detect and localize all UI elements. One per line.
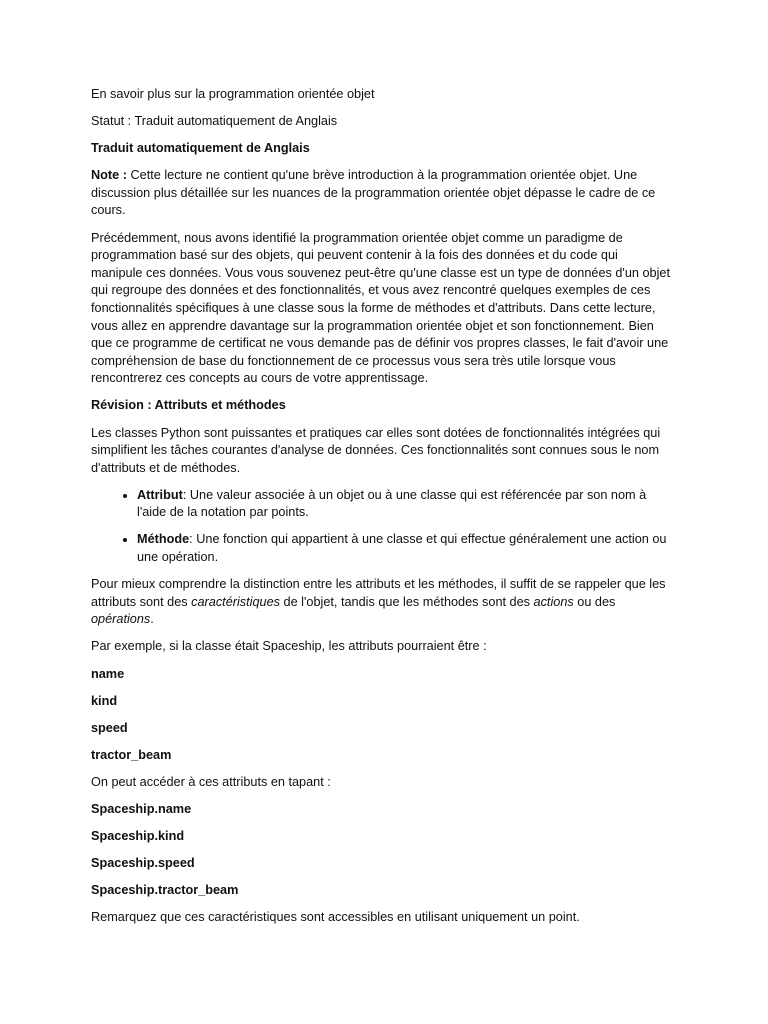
definition-term: Attribut xyxy=(137,487,183,502)
definition-list xyxy=(91,487,672,567)
attribute-kind: kind xyxy=(91,693,118,708)
definition-term: Méthode xyxy=(137,532,190,547)
access-line-tractor-beam: Spaceship.tractor_beam xyxy=(91,883,239,898)
document-title: En savoir plus sur la programmation orientée objet xyxy=(91,87,375,101)
example-intro: Par exemple, si la classe était Spaceship, les attributs pourraient être : xyxy=(91,639,487,654)
distinction-text: ou des xyxy=(573,594,616,609)
status-line: Statut : Traduit automatiquement de Anglais xyxy=(91,114,338,129)
definition-text: : Une valeur associée à un objet ou à une classe qui est référencée par son nom à l'aide de la notation par points. xyxy=(137,487,647,520)
access-line-name: Spaceship.name xyxy=(91,802,192,816)
note-text: Cette lecture ne contient qu'une brève introduction à la programmation orientée objet. Une discussion plus détaillée sur les nuances de la programmation orientée objet dépasse le cadre de ce cours. xyxy=(91,168,656,218)
attribute-name: name xyxy=(91,666,125,681)
access-line-speed: Spaceship.speed xyxy=(91,856,195,871)
closing-line: Remarquez que ces caractéristiques sont accessibles en utilisant uniquement un point. xyxy=(91,910,580,925)
attribute-speed: speed xyxy=(91,720,128,735)
definition-item-methode xyxy=(137,531,672,566)
intro-paragraph: Précédemment, nous avons identifié la programmation orientée objet comme un paradigme de programmation basé sur des objets, qui peuvent contenir à la fois des données et du code qui manipule ces données. Vous vous souvenez peut-être qu'une classe est un type de données d'un objet qui regroupe des données et des fonctionnalités, et vous avez rencontré quelques exemples de ces fonctionnalités spécifiques à une classe sous la forme de méthodes et d'attributs. Dans cette lecture, vous allez en apprendre davantage sur la programmation orientée objet et son fonctionnement. Bien que ce programme de certificat ne vous demande pas de définir vos propres classes, le fait d'avoir une compréhension de base du fonctionnement de ce processus vous sera très utile lorsque vous rencontrerez ces concepts au cours de votre apprentissage. xyxy=(91,230,671,386)
note-paragraph xyxy=(91,167,672,220)
emphasis-caracteristiques: caractéristiques xyxy=(191,594,281,609)
translation-heading: Traduit automatiquement de Anglais xyxy=(91,141,310,156)
revision-heading: Révision : Attributs et méthodes xyxy=(91,398,286,413)
distinction-text: . xyxy=(150,612,154,627)
distinction-text: de l'objet, tandis que les méthodes sont des xyxy=(280,594,534,609)
attribute-tractor-beam: tractor_beam xyxy=(91,747,172,762)
access-line-kind: Spaceship.kind xyxy=(91,829,185,844)
distinction-paragraph xyxy=(91,576,672,629)
distinction-text: Pour mieux comprendre la distinction entre les attributs et les méthodes, il suffit de se rappeler que les attributs sont des xyxy=(91,577,666,609)
note-label: Note : xyxy=(91,168,127,183)
classes-paragraph: Les classes Python sont puissantes et pratiques car elles sont dotées de fonctionnalités intégrées qui simplifient les tâches courantes d'analyse de données. Ces fonctionnalités sont connues sous le nom d'attributs et de méthodes. xyxy=(91,425,661,475)
emphasis-operations: opérations xyxy=(91,612,151,627)
access-intro: On peut accéder à ces attributs en tapant : xyxy=(91,774,331,789)
definition-item-attribut xyxy=(137,487,672,522)
emphasis-actions: actions xyxy=(533,594,574,609)
definition-text: : Une fonction qui appartient à une classe et qui effectue généralement une action ou une opération. xyxy=(137,532,667,565)
